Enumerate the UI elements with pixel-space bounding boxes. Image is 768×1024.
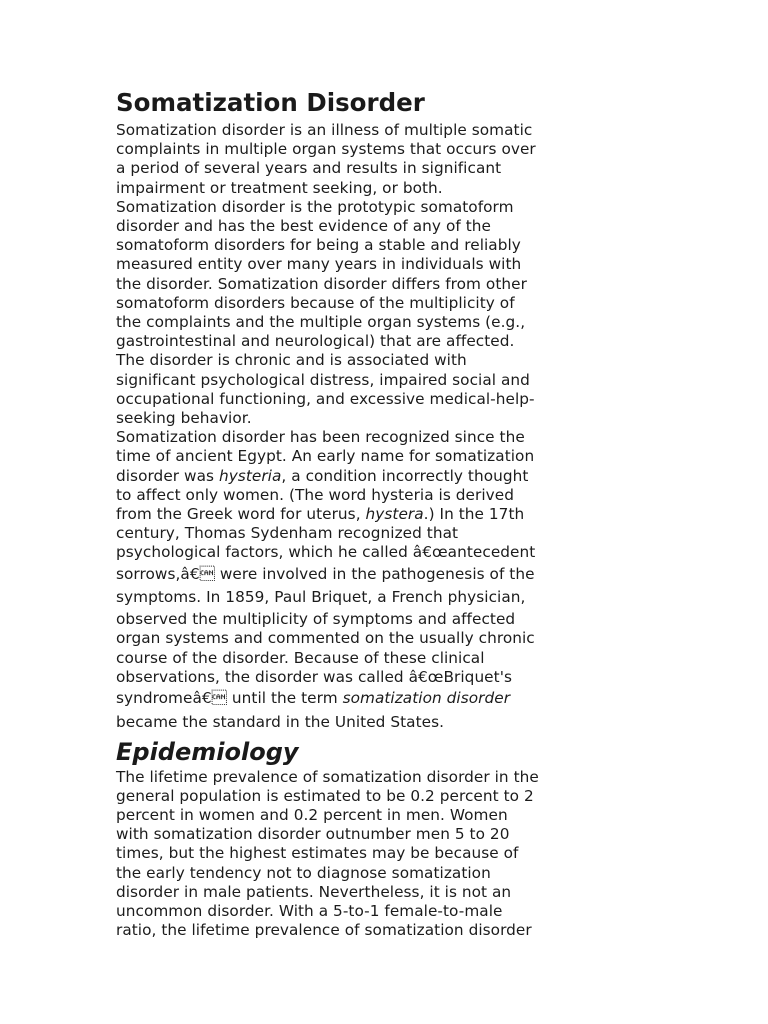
- text-fragment: .) In the 17th: [423, 505, 525, 524]
- history-paragraph: [116, 428, 656, 734]
- text-line: sorrows,â€ were involved in the pathogenesis of the: [116, 564, 535, 583]
- text-line: complaints in multiple organ systems that occurs over: [116, 140, 536, 159]
- text-line: [116, 467, 656, 486]
- section-heading-epidemiology: Epidemiology: [116, 737, 299, 766]
- text-line: century, Thomas Sydenham recognized that: [116, 524, 459, 543]
- text-line: gastrointestinal and neurological) that are affected.: [116, 332, 515, 351]
- text-line: Somatization disorder is an illness of multiple somatic: [116, 121, 533, 139]
- text-line: to affect only women. (The word hysteria is derived: [116, 485, 514, 504]
- intro-paragraph: [116, 121, 656, 428]
- text-line: seeking behavior.: [116, 409, 252, 428]
- text-line: The disorder is chronic and is associated with: [116, 351, 467, 370]
- text-line: impairment or treatment seeking, or both.: [116, 178, 443, 197]
- text-line: occupational functioning, and excessive medical-help-: [116, 389, 535, 408]
- text-line: became the standard in the United States.: [116, 712, 445, 731]
- text-line: observed the multiplicity of symptoms and affected: [116, 610, 516, 629]
- epidemiology-paragraph: [116, 768, 656, 941]
- text-line: disorder and has the best evidence of any of the: [116, 217, 491, 236]
- text-line: percent in women and 0.2 percent in men. Women: [116, 806, 508, 825]
- text-fragment: , a condition incorrectly thought: [281, 466, 529, 485]
- text-line: the early tendency not to diagnose somatization: [116, 863, 491, 882]
- text-line: the disorder. Somatization disorder differs from other: [116, 274, 527, 293]
- italic-term-hysteria: hysteria: [218, 466, 282, 485]
- document-page: [116, 87, 656, 941]
- text-fragment: from the Greek word for uterus,: [116, 505, 366, 524]
- text-line: with somatization disorder outnumber men 5 to 20: [116, 825, 510, 844]
- text-line: ratio, the lifetime prevalence of somatization disorder: [116, 921, 532, 940]
- document-title: Somatization Disorder: [116, 88, 425, 117]
- text-line: The lifetime prevalence of somatization disorder in the: [116, 767, 539, 786]
- text-line: symptoms. In 1859, Paul Briquet, a French physician,: [116, 588, 526, 607]
- text-line: [116, 687, 656, 711]
- text-fragment: syndromeâ€ until the term: [116, 689, 343, 708]
- text-line: somatoform disorders because of the multiplicity of: [116, 293, 515, 312]
- text-line: [116, 505, 656, 524]
- text-line: significant psychological distress, impaired social and: [116, 370, 530, 389]
- text-line: uncommon disorder. With a 5-to-1 female-to-male: [116, 902, 503, 921]
- text-line: the complaints and the multiple organ systems (e.g.,: [116, 313, 526, 332]
- text-line: a period of several years and results in significant: [116, 159, 502, 178]
- text-line: times, but the highest estimates may be because of: [116, 844, 519, 863]
- text-fragment: disorder was: [116, 466, 219, 485]
- text-line: Somatization disorder has been recognized since the: [116, 428, 525, 447]
- text-line: organ systems and commented on the usually chronic: [116, 629, 535, 648]
- text-line: observations, the disorder was called â€œBriquet's: [116, 667, 512, 686]
- text-line: Somatization disorder is the prototypic somatoform: [116, 197, 514, 216]
- italic-term-somatization-disorder: somatization disorder: [342, 689, 511, 708]
- italic-term-hystera: hystera: [365, 505, 424, 524]
- text-line: general population is estimated to be 0.2 percent to 2: [116, 786, 534, 805]
- text-line: psychological factors, which he called â€œantecedent: [116, 543, 536, 562]
- text-line: time of ancient Egypt. An early name for somatization: [116, 447, 535, 466]
- text-line: course of the disorder. Because of these clinical: [116, 648, 485, 667]
- text-line: somatoform disorders for being a stable and reliably: [116, 236, 521, 255]
- text-line: disorder in male patients. Nevertheless, it is not an: [116, 882, 512, 901]
- text-line: measured entity over many years in individuals with: [116, 255, 522, 274]
